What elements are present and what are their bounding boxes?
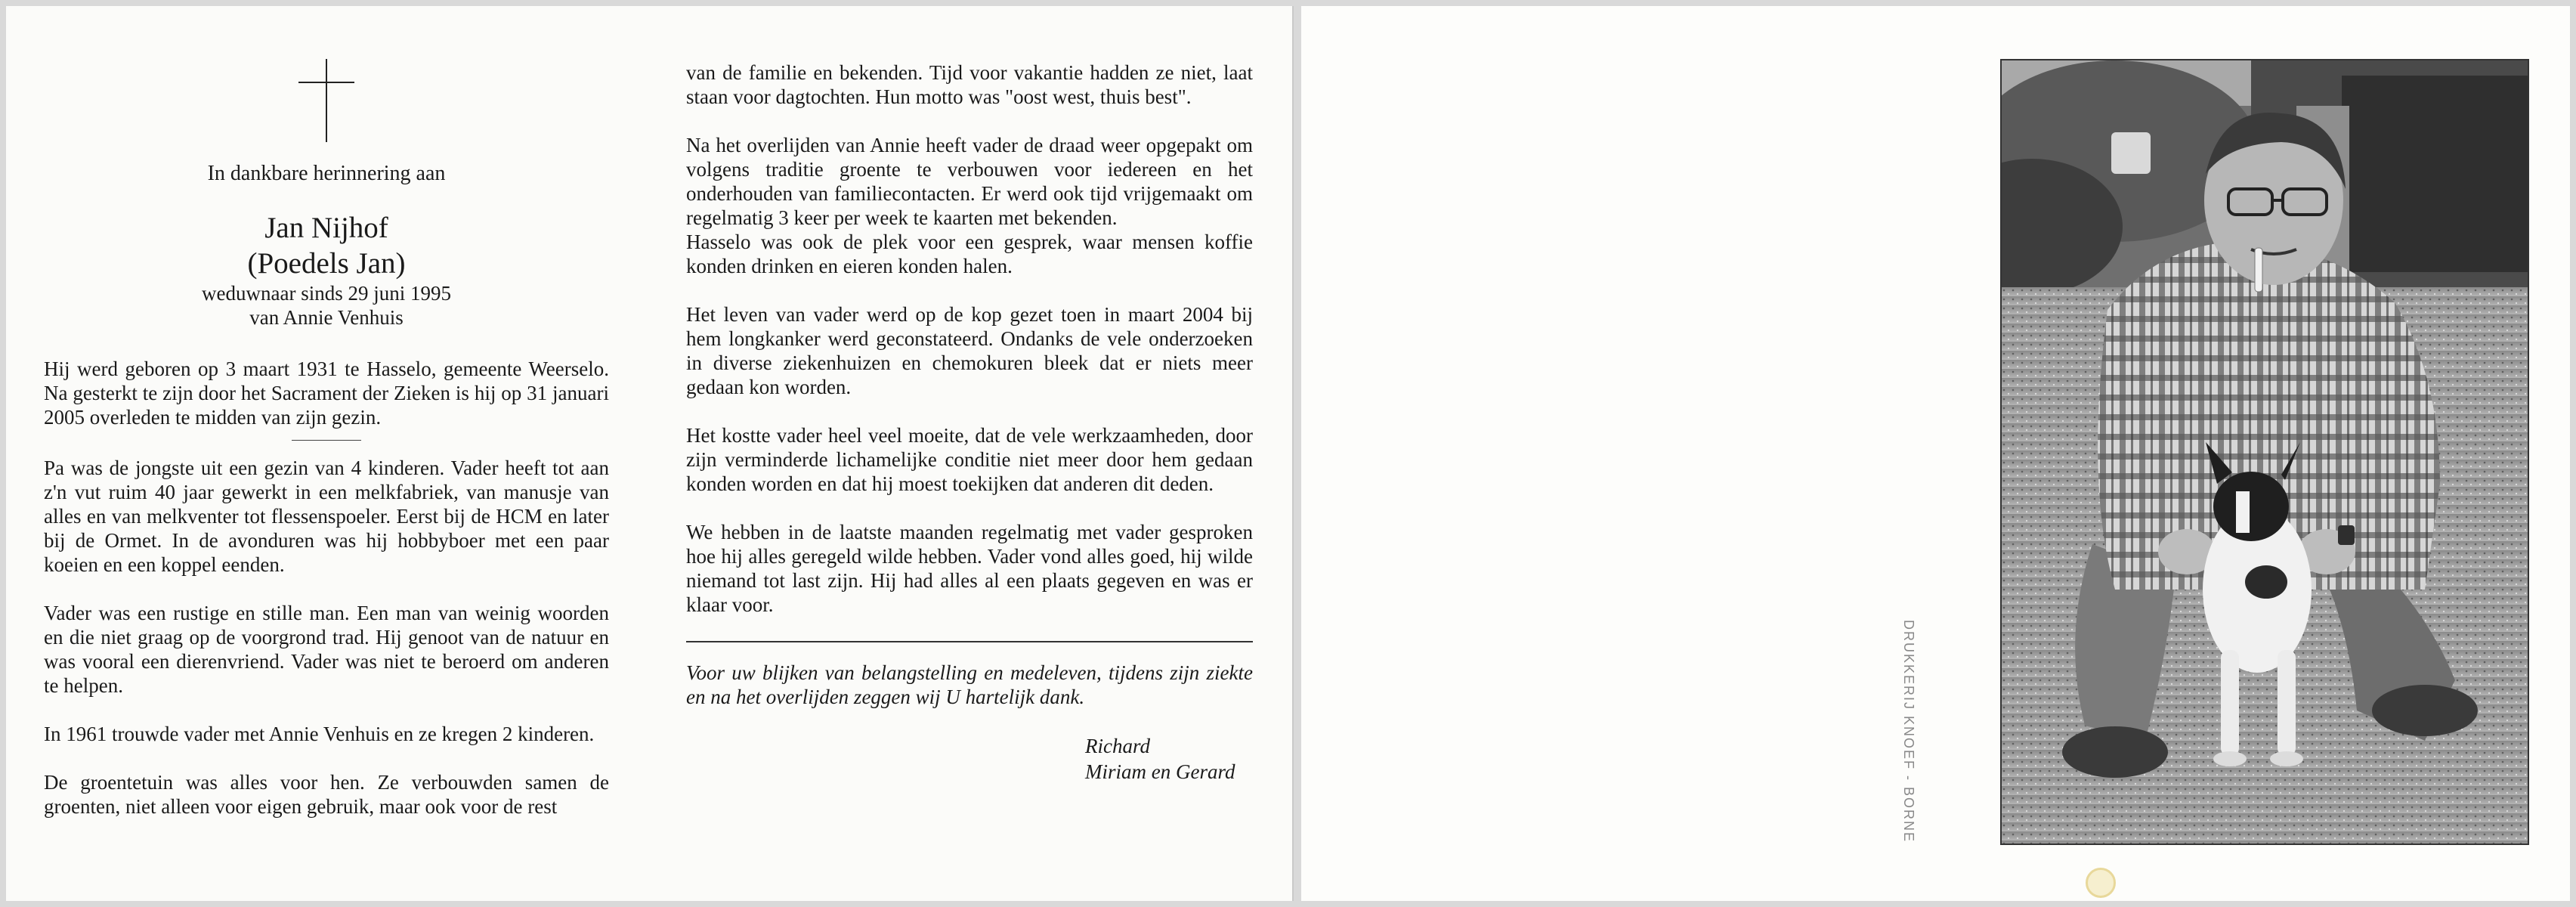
paragraph: Pa was de jongste uit een gezin van 4 kinderen. Vader heeft tot aan z'n vut ruim 40 jaar gewerkt in een melkfabriek, van manusje van alles en van melkventer tot flessenspoeler. Eerst bij de HCM en later bij de Ormet. In de avonduren was hij hobbyboer met een paar koeien en een koppel eenden. [44, 457, 609, 576]
paragraph: Hij werd geboren op 3 maart 1931 te Hasselo, gemeente Weerselo. Na gesterkt te zijn door het Sacrament der Zieken is hij op 31 januari 2005 overleden te midden van zijn gezin. [44, 358, 609, 429]
signatory: Miriam en Gerard [1085, 760, 1235, 783]
right-text-column [686, 60, 1253, 785]
paragraph: Hasselo was ook de plek voor een gesprek, waar mensen koffie konden drinken en eieren konden halen. [686, 231, 1253, 277]
paragraph: De groentetuin was alles voor hen. Ze verbouwden samen de groenten, niet alleen voor eigen gebruik, maar ook voor de rest [44, 771, 609, 818]
card-header [44, 162, 609, 330]
deceased-nickname: (Poedels Jan) [247, 247, 406, 280]
photo-page [1301, 6, 2570, 901]
paragraph: We hebben in de laatste maanden regelmatig met vader gesproken hoe hij alles geregeld wilde hebben. Vader vond alles goed, hij wilde niemand tot last zijn. Hij had alles al een plaats gegeven en was er klaar voor. [686, 521, 1253, 616]
divider [292, 440, 361, 441]
widower-line: weduwnaar sinds 29 juni 1995 [202, 282, 451, 305]
signatory: Richard [1085, 735, 1150, 757]
paragraph: Na het overlijden van Annie heeft vader de draad weer opgepakt om volgens traditie groente te verbouwen voor iedereen en het onderhouden van familiecontacten. Er werd ook tijd vrijgemaakt om regelmatig 3 keer per week te kaarten met bekenden. [686, 134, 1253, 229]
text-page [6, 6, 1294, 901]
paragraph: Vader was een rustige en stille man. Een man van weinig woorden en die niet graag op de voorgrond trad. Hij genoot van de natuur en was vooral een dierenvriend. Vader was niet te beroerd om anderen te helpen. [44, 602, 609, 697]
paragraph: Het leven van vader werd op de kop gezet toen in maart 2004 bij hem longkanker werd geconstateerd. Ondanks de vele onderzoeken in diverse ziekenhuizen en chemokuren bleek dat er niets meer gedaan kon worden. [686, 303, 1253, 398]
divider [686, 641, 1253, 642]
paragraph: In 1961 trouwde vader met Annie Venhuis en ze kregen 2 kinderen. [44, 723, 595, 745]
portrait-photo-icon [2000, 59, 2529, 845]
left-text-column [44, 59, 609, 843]
signatories [1085, 733, 1253, 785]
intro-line: In dankbare herinnering aan [207, 162, 446, 185]
paper-stain [2086, 868, 2116, 898]
cross-icon [298, 59, 354, 142]
printer-credit: DRUKKERIJ KNOEF - BORNE [1901, 620, 1916, 844]
paragraph: Het kostte vader heel veel moeite, dat de vele werkzaamheden, door zijn verminderde lichamelijke conditie niet meer door hem gedaan konden worden en dat hij moest toekijken dat anderen dit deden. [686, 424, 1253, 495]
deceased-name: Jan Nijhof [264, 212, 388, 244]
thanks-text: Voor uw blijken van belangstelling en medeleven, tijdens zijn ziekte en na het overlijden zeggen wij U hartelijk dank. [686, 661, 1253, 708]
spouse-line: van Annie Venhuis [249, 306, 404, 329]
paragraph: van de familie en bekenden. Tijd voor vakantie hadden ze niet, laat staan voor dagtochten. Hun motto was "oost west, thuis best". [686, 61, 1253, 108]
